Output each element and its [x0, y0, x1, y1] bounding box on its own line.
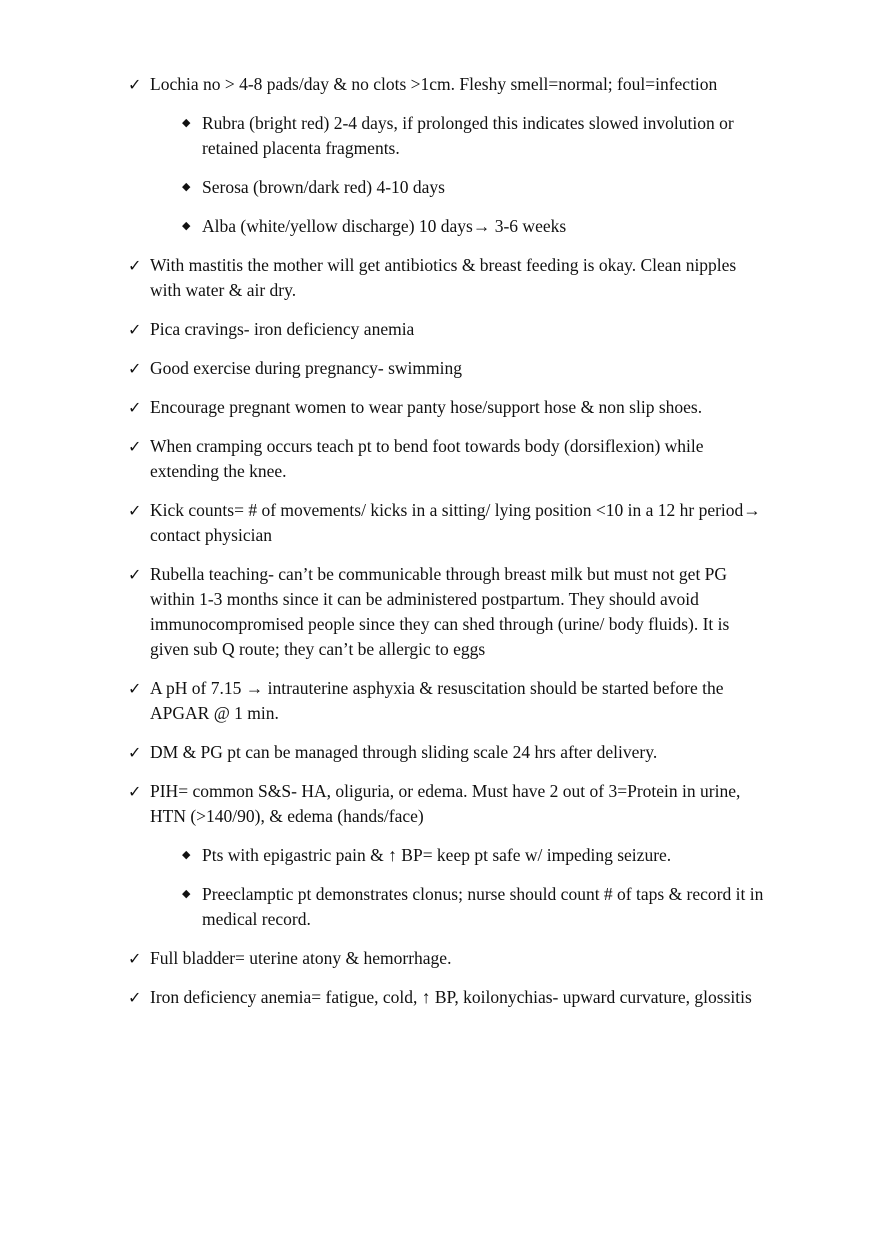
- checklist-item: [128, 253, 768, 303]
- sub-bullet-item: [182, 214, 768, 239]
- check-icon: ✓: [128, 359, 142, 378]
- sub-item-text: Serosa (brown/dark red) 4-10 days: [202, 177, 445, 197]
- item-text: Kick counts= # of movements/ kicks in a sitting/ lying position <10 in a 12 hr period→ contact physician: [150, 500, 761, 545]
- item-text: Encourage pregnant women to wear panty hose/support hose & non slip shoes.: [150, 397, 703, 417]
- diamond-bullet-icon: ◆: [182, 219, 191, 232]
- item-text: PIH= common S&S- HA, oliguria, or edema. Must have 2 out of 3=Protein in urine, HTN (>140/90), & edema (hands/face): [150, 781, 741, 826]
- item-text: With mastitis the mother will get antibiotics & breast feeding is okay. Clean nipples with water & air dry.: [150, 255, 737, 300]
- item-text: A pH of 7.15 → intrauterine asphyxia & resuscitation should be started before the APGAR @ 1 min.: [150, 678, 724, 723]
- check-icon: ✓: [128, 679, 142, 698]
- sub-item-text: Pts with epigastric pain & ↑ BP= keep pt safe w/ impeding seizure.: [202, 845, 672, 865]
- checklist-item: [128, 72, 768, 97]
- diamond-bullet-icon: ◆: [182, 887, 191, 900]
- checklist-item: [128, 356, 768, 381]
- checklist-item: [128, 985, 768, 1010]
- checklist-item: [128, 434, 768, 484]
- check-icon: ✓: [128, 398, 142, 417]
- check-icon: ✓: [128, 743, 142, 762]
- diamond-bullet-icon: ◆: [182, 180, 191, 193]
- checklist-item: [128, 779, 768, 829]
- checklist-item: [128, 395, 768, 420]
- check-icon: ✓: [128, 75, 142, 94]
- check-icon: ✓: [128, 949, 142, 968]
- check-icon: ✓: [128, 256, 142, 275]
- sub-item-text: Alba (white/yellow discharge) 10 days→ 3-6 weeks: [202, 216, 567, 236]
- item-text: Lochia no > 4-8 pads/day & no clots >1cm. Fleshy smell=normal; foul=infection: [150, 74, 718, 94]
- checklist: [128, 72, 768, 1024]
- check-icon: ✓: [128, 437, 142, 456]
- item-text: DM & PG pt can be managed through sliding scale 24 hrs after delivery.: [150, 742, 658, 762]
- item-text: Rubella teaching- can’t be communicable through breast milk but must not get PG within 1-3 months since it can be administered postpartum. They should avoid immunocompromised people since they can shed through (urine/ body fluids). It is given sub Q route; they can’t be allergic to eggs: [150, 564, 730, 659]
- item-text: Pica cravings- iron deficiency anemia: [150, 319, 415, 339]
- diamond-bullet-icon: ◆: [182, 116, 191, 129]
- sub-item-text: Rubra (bright red) 2-4 days, if prolonged this indicates slowed involution or retained placenta fragments.: [202, 113, 734, 158]
- checklist-item: [128, 676, 768, 726]
- checklist-item: [128, 562, 768, 662]
- sub-bullet-item: [182, 111, 768, 161]
- sub-bullet-item: [182, 843, 768, 868]
- diamond-bullet-icon: ◆: [182, 848, 191, 861]
- sub-bullet-item: [182, 175, 768, 200]
- item-text: When cramping occurs teach pt to bend foot towards body (dorsiflexion) while extending the knee.: [150, 436, 704, 481]
- sub-bullet-item: [182, 882, 768, 932]
- item-text: Full bladder= uterine atony & hemorrhage.: [150, 948, 452, 968]
- check-icon: ✓: [128, 320, 142, 339]
- check-icon: ✓: [128, 782, 142, 801]
- check-icon: ✓: [128, 501, 142, 520]
- item-text: Iron deficiency anemia= fatigue, cold, ↑ BP, koilonychias- upward curvature, glossitis: [150, 987, 752, 1007]
- checklist-item: [128, 740, 768, 765]
- check-icon: ✓: [128, 565, 142, 584]
- item-text: Good exercise during pregnancy- swimming: [150, 358, 463, 378]
- checklist-item: [128, 946, 768, 971]
- check-icon: ✓: [128, 988, 142, 1007]
- checklist-item: [128, 498, 768, 548]
- checklist-item: [128, 317, 768, 342]
- sub-item-text: Preeclamptic pt demonstrates clonus; nurse should count # of taps & record it in medical record.: [202, 884, 764, 929]
